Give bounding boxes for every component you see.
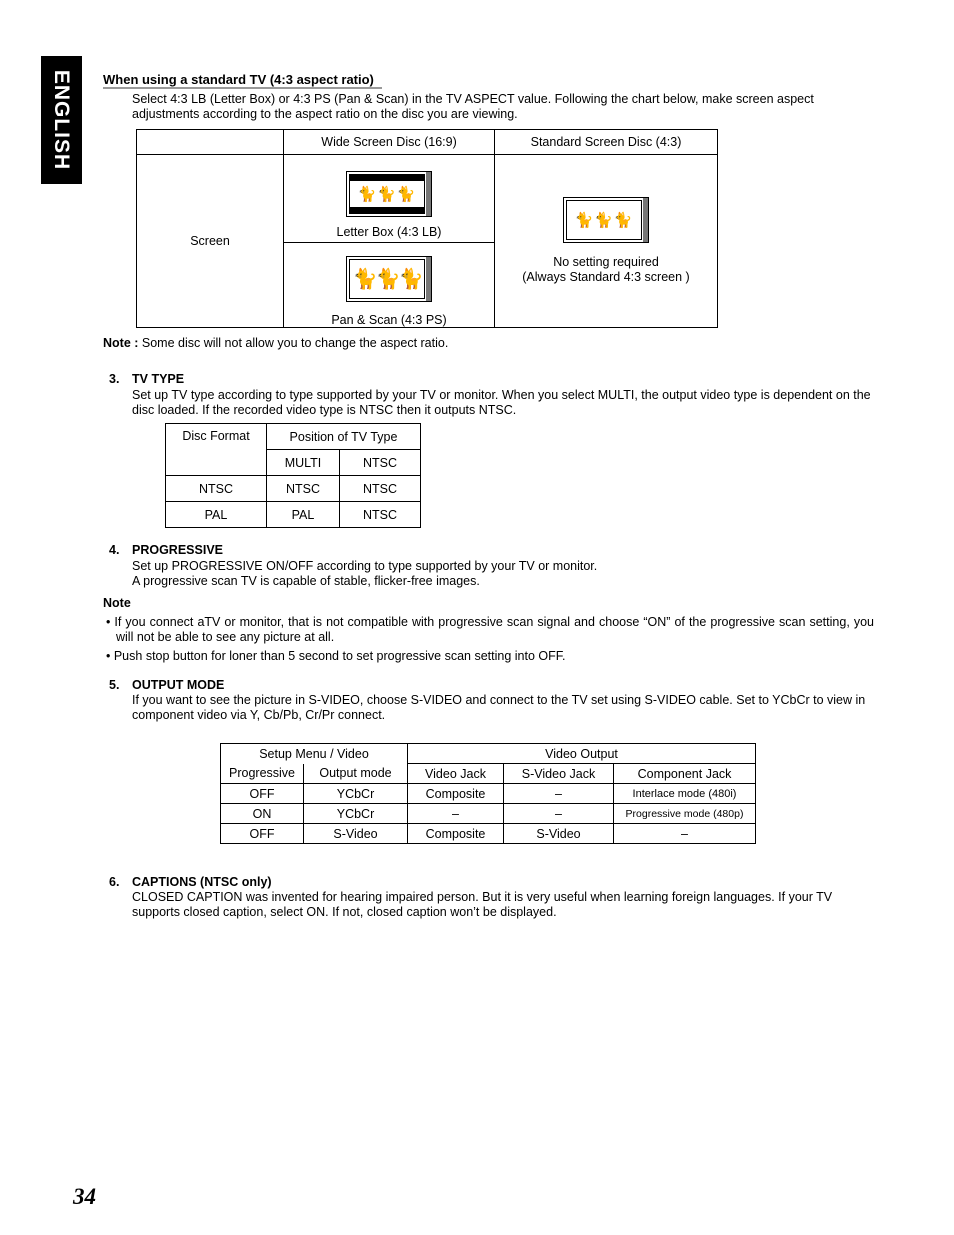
standard-screen-cell — [495, 155, 718, 328]
table-cell: Composite — [408, 784, 504, 804]
table-cell: S-Video — [504, 824, 614, 844]
output-table-video-output-header: Video Output — [408, 744, 756, 764]
table-cell: ON — [221, 804, 304, 824]
section-heading-wrap — [103, 72, 382, 87]
standard-note-line2: (Always Standard 4:3 screen ) — [522, 270, 690, 284]
aspect-col-wide: Wide Screen Disc (16:9) — [284, 130, 495, 155]
table-cell: – — [504, 784, 614, 804]
output-table-output-mode-header: Output mode — [304, 764, 408, 784]
progressive-line2: A progressive scan TV is capable of stable, flicker-free images. — [132, 574, 480, 588]
letterbox-tv-image — [346, 171, 432, 217]
progressive-note-bullet1: • If you connect aTV or monitor, that is not compatible with progressive scan signal and choose “ON” of the progressive scan setting, you will not be able to see any picture at all. — [106, 615, 874, 644]
tv-table-position-header: Position of TV Type — [267, 424, 421, 450]
language-tab — [41, 56, 82, 184]
tv-type-body: Set up TV type according to type supported by your TV or monitor. When you select MULTI, the output video type is dependent on the disc loaded. If the recorded video type is NTSC then it outputs NTSC. — [132, 388, 871, 417]
standard-tv-image — [563, 197, 649, 243]
progressive-note-bullet2: • Push stop button for loner than 5 second to set progressive scan setting into OFF. — [106, 649, 566, 663]
output-mode-number: 5. — [109, 678, 120, 692]
page-number: 34 — [73, 1184, 96, 1209]
table-cell: PAL — [166, 502, 267, 528]
progressive-line1: Set up PROGRESSIVE ON/OFF according to type supported by your TV or monitor. — [132, 559, 598, 573]
aspect-row-label: Screen — [137, 155, 284, 328]
progressive-number: 4. — [109, 543, 120, 557]
panscan-caption: Pan & Scan (4:3 PS) — [331, 313, 447, 327]
table-cell: NTSC — [166, 476, 267, 502]
table-cell: – — [614, 824, 756, 844]
table-cell: – — [408, 804, 504, 824]
language-tab-label: ENGLISH — [50, 69, 73, 171]
cat-silhouettes-icon: 🐈🐈🐈 — [352, 268, 422, 291]
table-cell: Interlace mode (480i) — [614, 784, 756, 804]
tv-table-multi-header: MULTI — [267, 450, 340, 476]
table-cell: YCbCr — [304, 804, 408, 824]
captions-title: CAPTIONS (NTSC only) — [132, 875, 272, 889]
progressive-title: PROGRESSIVE — [132, 543, 223, 557]
letterbox-caption: Letter Box (4:3 LB) — [336, 225, 442, 239]
captions-number: 6. — [109, 875, 120, 889]
cat-silhouettes-icon: 🐈🐈🐈 — [357, 186, 417, 203]
table-cell: NTSC — [267, 476, 340, 502]
table-cell: Composite — [408, 824, 504, 844]
tv-type-table — [165, 423, 421, 528]
table-cell: S-Video — [304, 824, 408, 844]
table-cell: OFF — [221, 824, 304, 844]
table-row — [221, 804, 756, 824]
table-cell: NTSC — [340, 476, 421, 502]
output-mode-table — [220, 743, 756, 844]
output-table-video-jack-header: Video Jack — [408, 764, 504, 784]
panscan-cell — [284, 243, 495, 328]
table-cell: OFF — [221, 784, 304, 804]
table-row — [221, 824, 756, 844]
aspect-table-corner — [137, 130, 284, 155]
output-table-svideo-jack-header: S-Video Jack — [504, 764, 614, 784]
tv-table-ntsc-header: NTSC — [340, 450, 421, 476]
tv-type-title: TV TYPE — [132, 372, 185, 386]
aspect-note-label: Note : — [103, 336, 139, 350]
section-heading: When using a standard TV (4:3 aspect ratio) — [103, 72, 382, 89]
progressive-note-label: Note — [103, 596, 131, 610]
tv-type-number: 3. — [109, 372, 120, 386]
table-row — [221, 784, 756, 804]
panscan-tv-image — [346, 256, 432, 302]
progressive-body — [132, 559, 874, 589]
output-table-progressive-header: Progressive — [221, 764, 304, 784]
table-row — [166, 502, 421, 528]
aspect-col-standard: Standard Screen Disc (4:3) — [495, 130, 718, 155]
cat-silhouettes-icon: 🐈🐈🐈 — [574, 212, 634, 229]
table-row — [166, 476, 421, 502]
captions-body: CLOSED CAPTION was invented for hearing impaired person. But it is very useful when learning foreign languages. If your TV supports closed caption, select ON. If not, closed caption won’t be displayed. — [132, 890, 833, 919]
table-cell: NTSC — [340, 502, 421, 528]
aspect-ratio-table — [136, 129, 718, 328]
tv-table-disc-format-header: Disc Format — [166, 424, 267, 476]
output-mode-body: If you want to see the picture in S-VIDEO, choose S-VIDEO and connect to the TV set using S-VIDEO cable. Set to YCbCr to view in component video via Y, Cb/Pb, Cr/Pr connect. — [132, 693, 866, 722]
intro-text: Select 4:3 LB (Letter Box) or 4:3 PS (Pan & Scan) in the TV ASPECT value. Following the chart below, make screen aspect adjustments according to the aspect ratio on the disc you are viewing. — [132, 92, 814, 121]
output-table-component-jack-header: Component Jack — [614, 764, 756, 784]
output-mode-title: OUTPUT MODE — [132, 678, 225, 692]
letterbox-cell — [284, 155, 495, 243]
table-cell: PAL — [267, 502, 340, 528]
table-cell: Progressive mode (480p) — [614, 804, 756, 824]
aspect-note — [103, 336, 448, 350]
table-cell: YCbCr — [304, 784, 408, 804]
aspect-note-text: Some disc will not allow you to change the aspect ratio. — [138, 336, 449, 350]
output-table-setup-header: Setup Menu / Video — [221, 744, 408, 764]
table-cell: – — [504, 804, 614, 824]
standard-note-line1: No setting required — [553, 255, 659, 269]
